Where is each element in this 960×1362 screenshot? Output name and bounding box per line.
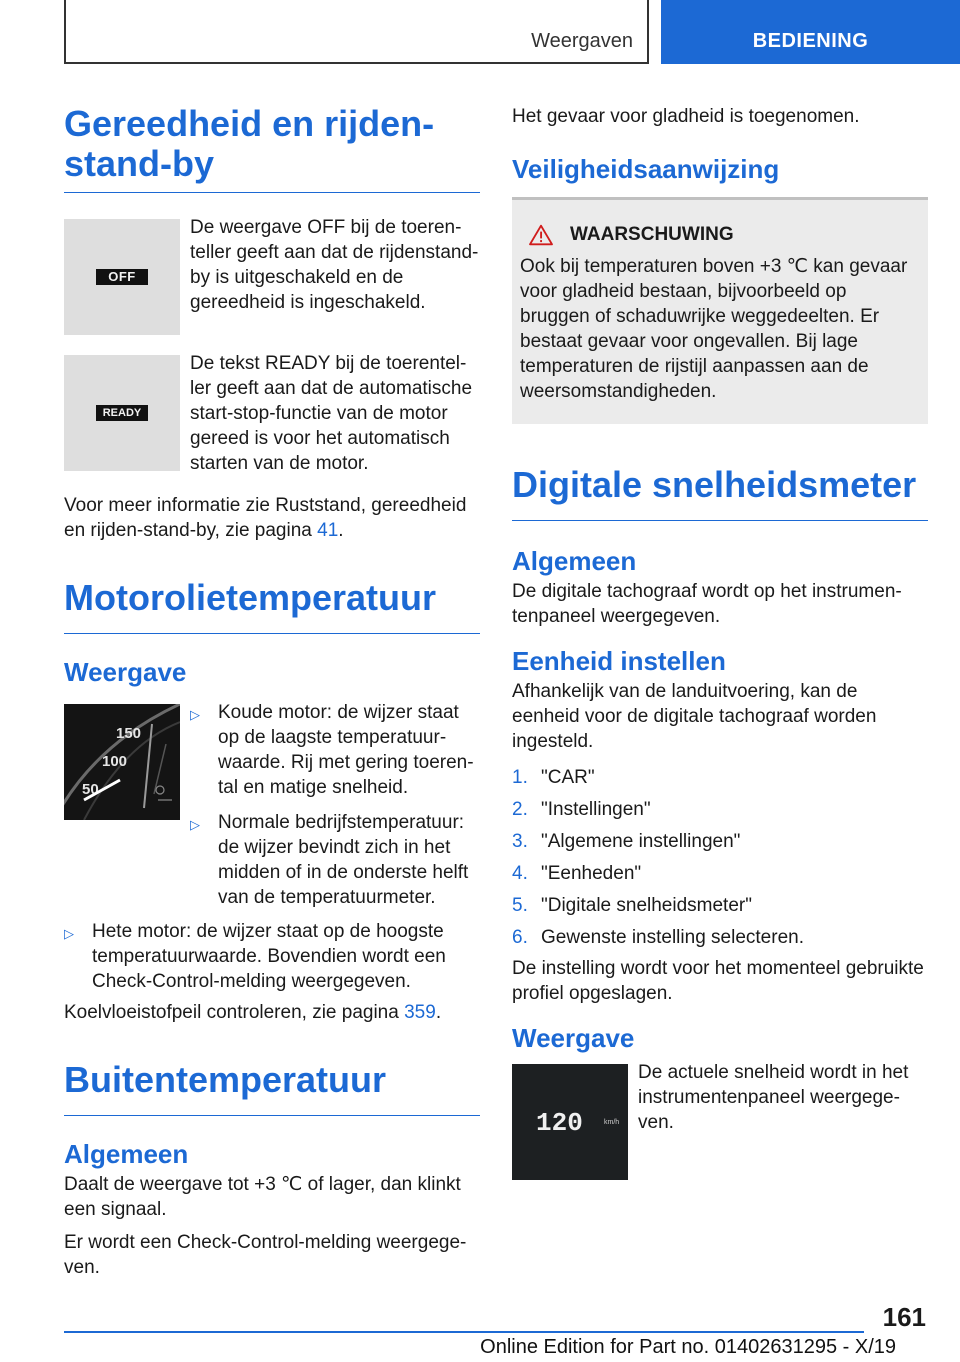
page-link-359[interactable]: 359 <box>404 1002 436 1023</box>
outside-paragraph-1: Daalt de weergave tot +3 ℃ of lager, dan klinkt een signaal. <box>64 1174 461 1220</box>
list-item: 5. "Digitale snelheidsmeter" <box>512 895 752 916</box>
list-item: 4. "Eenheden" <box>512 863 642 884</box>
triangle-bullet-icon: ▷ <box>190 817 200 832</box>
speed-unit: km/h <box>604 1119 620 1126</box>
digital-speedometer-title: Digitale snelheidsmeter <box>512 464 928 521</box>
steps-list <box>512 762 928 954</box>
profile-saved-text: De instelling wordt voor het momenteel gebruikte profiel opgeslagen. <box>512 958 924 1004</box>
oil-bullet-normal: ▷ Normale bedrijfstemperatuur: de wijzer bevindt zich in het midden of in de onderste helft van de temperatuurmeter. <box>190 812 469 908</box>
speed-display-image <box>512 1064 628 1180</box>
oil-title: Motorolietemperatuur <box>64 577 480 634</box>
footer-divider <box>64 1331 864 1333</box>
off-row <box>64 219 480 335</box>
left-column <box>64 104 480 1280</box>
speed-value: 120 <box>536 1108 583 1138</box>
ready-row <box>64 355 480 476</box>
warning-box <box>512 197 928 424</box>
header-chapter-tab[interactable] <box>661 0 960 64</box>
speedo-display-text: De actuele snelheid wordt in het instrumentenpaneel weergegeven. <box>638 1062 909 1133</box>
right-column <box>512 104 928 1180</box>
ready-image <box>64 355 180 471</box>
outside-temp-title: Buitentemperatuur <box>64 1059 480 1116</box>
oil-display-subtitle: Weergave <box>64 657 187 687</box>
warning-text: Ook bij temperaturen boven +3 ℃ kan gevaar voor gladheid bestaan, bijvoorbeeld op bruggen of schaduwrijke weggedeelten. Er bestaat gevaar voor ongevallen. Bij lage temperaturen de rijstijl aanpassen aan de weersomstandigheden. <box>520 256 908 402</box>
triangle-bullet-icon: ▷ <box>190 707 200 722</box>
page-link-41[interactable]: 41 <box>317 520 339 541</box>
safety-title: Veiligheidsaanwijzing <box>512 154 780 184</box>
standby-title: Gereedheid en rijden- stand-by <box>64 104 480 193</box>
speedo-row <box>512 1064 928 1180</box>
ready-badge: READY <box>96 405 148 421</box>
off-image <box>64 219 180 335</box>
off-badge: OFF <box>96 269 148 285</box>
gauge-label-100: 100 <box>102 753 128 770</box>
gauge-label-150: 150 <box>116 725 142 742</box>
page-number: 161 <box>882 1302 926 1332</box>
standby-more-info: Voor meer informatie zie Ruststand, gereedheid en rijden-stand-by, zie pagina 41. <box>64 495 467 541</box>
oil-gauge-row <box>64 704 480 910</box>
footer-edition: Online Edition for Part no. 01402631295 - X/19 <box>480 1336 896 1358</box>
off-description: De weergave OFF bij de toerenteller geeft aan dat de rijdenstand-by is uitgeschakeld en de gereedheid is ingeschakeld. <box>190 217 479 313</box>
oil-bullet-hot: ▷ Hete motor: de wijzer staat op de hoogste temperatuurwaarde. Bovendien wordt een Check-Control-melding weergegeven. <box>64 921 446 992</box>
unit-setting-text: Afhankelijk van de landuitvoering, kan de eenheid voor de digitale tachograaf worden ingesteld. <box>512 681 877 752</box>
oil-bullets-side <box>190 704 480 910</box>
list-item: 3. "Algemene instellingen" <box>512 831 741 852</box>
list-item: 1. "CAR" <box>512 767 595 788</box>
header-section-box <box>64 0 649 64</box>
list-item: 6. Gewenste instelling selecteren. <box>512 927 804 948</box>
temperature-gauge-image <box>64 704 180 820</box>
speedo-display-subtitle: Weergave <box>512 1023 635 1053</box>
list-item: 2. "Instellingen" <box>512 799 651 820</box>
warning-heading <box>520 224 920 246</box>
gauge-label-50: 50 <box>82 781 99 798</box>
ice-risk-intro: Het gevaar voor gladheid is toegenomen. <box>512 106 860 127</box>
warning-label: WAARSCHUWING <box>570 224 734 245</box>
triangle-bullet-icon: ▷ <box>64 926 74 941</box>
oil-bullet-cold: ▷ Koude motor: de wijzer staat op de laagste temperatuurwaarde. Rij met gering toerental en matige snelheid. <box>190 702 474 798</box>
coolant-reference: Koelvloeistofpeil controleren, zie pagina 359. <box>64 1002 442 1023</box>
outside-paragraph-2: Er wordt een Check-Control-melding weergegeven. <box>64 1232 467 1278</box>
speedo-general-text: De digitale tachograaf wordt op het instrumentenpaneel weergegeven. <box>512 581 902 627</box>
header-chapter-label: BEDIENING <box>752 30 869 52</box>
warning-triangle-icon <box>526 224 556 246</box>
speedo-general-subtitle: Algemeen <box>512 546 637 576</box>
header-section-label: Weergaven <box>531 30 633 52</box>
outside-general-subtitle: Algemeen <box>64 1139 189 1169</box>
unit-setting-subtitle: Eenheid instellen <box>512 646 726 676</box>
ready-description: De tekst READY bij de toerenteller geeft aan dat de automatische start-stop-functie van de motor gereed is voor het automatisch starten van de motor. <box>190 353 473 474</box>
